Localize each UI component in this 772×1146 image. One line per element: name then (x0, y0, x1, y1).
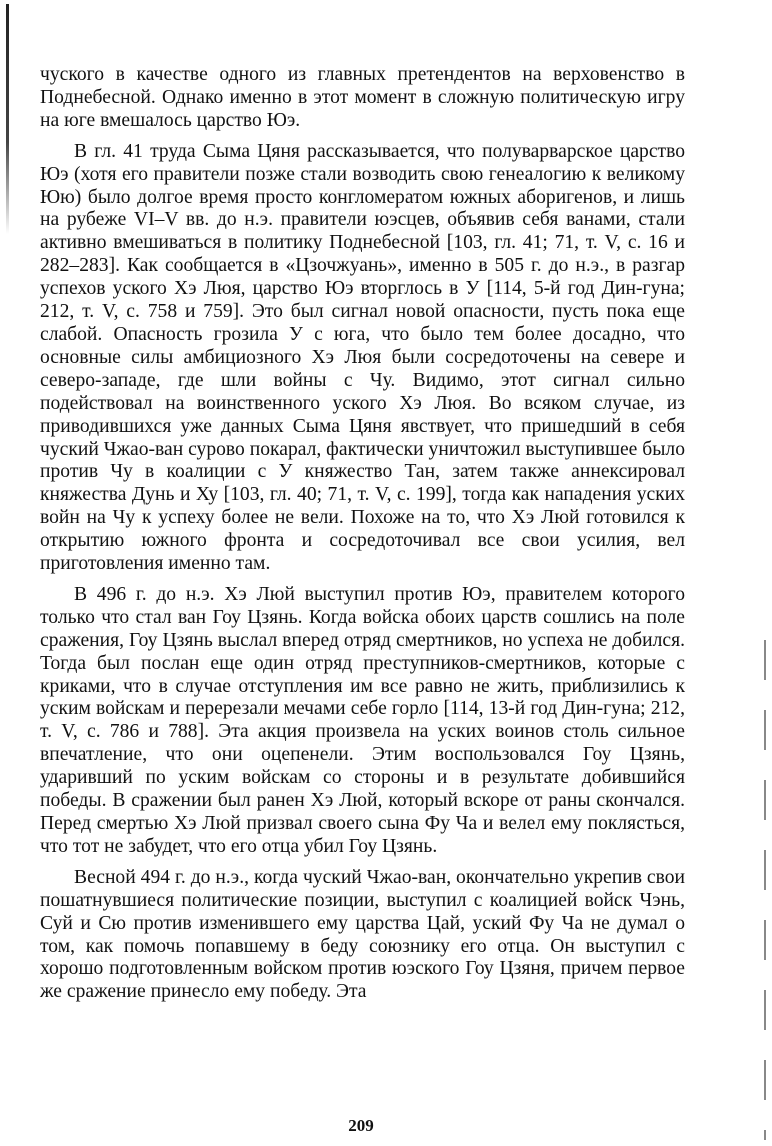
page-number: 209 (348, 1116, 374, 1135)
paragraph-2: В гл. 41 труда Сыма Цяня рассказывается, что полуварварское царство Юэ (хотя его правители позже стали возводить свою генеалогию к великому Юю) было долгое время просто конгломератом южных аборигенов, и лишь на рубеже VI–V вв. до н.э. правители юэсцев, объявив себя ванами, стали активно вмешиваться в политику Поднебесной [103, гл. 41; 71, т. V, с. 16 и 282–283]. Как сообщается в «Цзочжуань», именно в 505 г. до н.э., в разгар успехов уского Хэ Люя, царство Юэ вторглось в У [114, 5-й год Дин-гуна; 212, т. V, с. 758 и 759]. Это был сигнал новой опасности, пусть пока еще слабой. Опасность грозила У с юга, что было тем более досадно, что основные силы амбициозного Хэ Люя были сосредоточены на севере и северо-западе, где шли войны с Чу. Видимо, этот сигнал сильно подействовал на воинственного уского Хэ Люя. Во всяком случае, из приводившихся уже данных Сыма Цяня явствует, что пришедший в себя чуский Чжао-ван сурово покарал, фактически уничтожил выступившее было против Чу в коалиции с У княжество Тан, затем также аннексировал княжества Дунь и Ху [103, гл. 40; 71, т. V, с. 199], тогда как нападения уских войн на Чу к успеху более не вели. Похоже на то, что Хэ Люй готовился к открытию южного фронта и сосредоточивал все свои усилия, вел приготовления именно там. (40, 140, 685, 575)
scan-edge-left (6, 4, 9, 234)
paragraph-1: чуского в качестве одного из главных претендентов на верховенство в Поднебесной. Однако именно в этот момент в сложную политическую игру на юге вмешалось царство Юэ. (40, 64, 685, 131)
page-body (40, 64, 685, 1004)
paragraph-4: Весной 494 г. до н.э., когда чуский Чжао-ван, окончательно укрепив свои пошатнувшиеся политические позиции, выступил с коалицией войск Чэнь, Суй и Сю против изменившего ему царства Цай, уский Фу Ча не думал о том, как помочь попавшему в беду союзнику его отца. Он выступил с хорошо подготовленным войском против юэского Гоу Цзяня, причем первое же сражение принесло ему победу. Эта (40, 866, 685, 1003)
scan-edge-right (764, 640, 766, 1140)
paragraph-3: В 496 г. до н.э. Хэ Люй выступил против Юэ, правителем которого только что стал ван Гоу Цзянь. Когда войска обоих царств сошлись на поле сражения, Гоу Цзянь выслал вперед отряд смертников, но успеха не добился. Тогда был послан еще один отряд преступников-смертников, которые с криками, что в случае отступления им все равно не жить, приблизились к уским войскам и перерезали мечами себе горло [114, 13-й год Дин-гуна; 212, т. V, с. 786 и 788]. Эта акция произвела на уских воинов столь сильное впечатление, что они оцепенели. Этим воспользовался Гоу Цзянь, ударивший по уским войскам со стороны и в результате добившийся победы. В сражении был ранен Хэ Люй, который вскоре от раны скончался. Перед смертью Хэ Люй призвал своего сына Фу Ча и велел ему поклясться, что тот не забудет, что его отца убил Гоу Цзянь. (40, 583, 685, 857)
